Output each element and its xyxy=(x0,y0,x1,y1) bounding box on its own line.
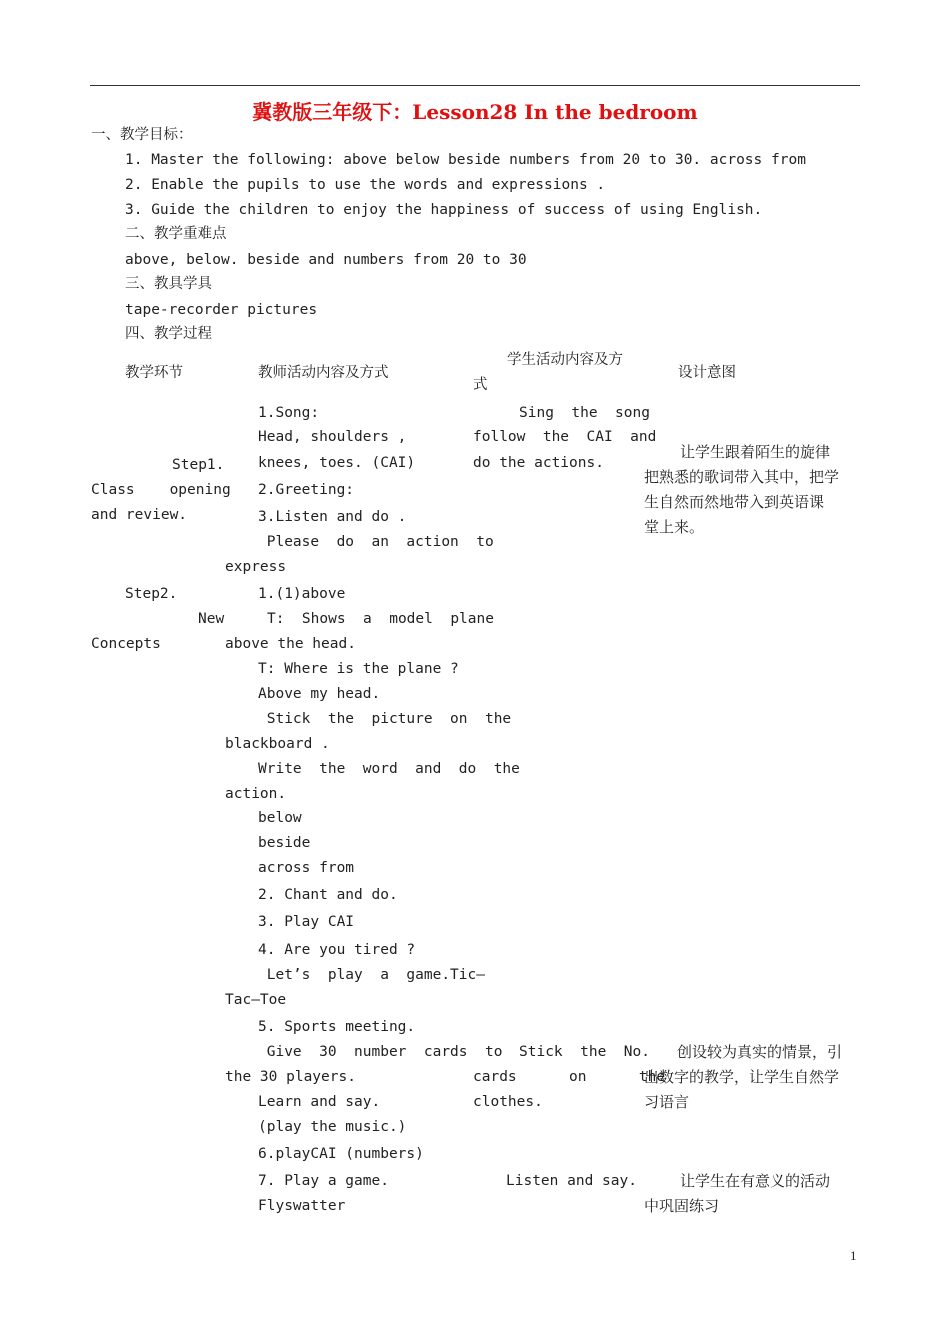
step2-teacher-line: above the head. xyxy=(225,636,356,652)
step2-design-line: 让学生在有意义的活动 xyxy=(680,1172,831,1190)
step2-teacher-line: T: Shows a model plane xyxy=(267,611,494,627)
step2-teacher-line: 1.(1)above xyxy=(258,586,346,602)
step1-design-line: 堂上来。 xyxy=(644,518,705,536)
step2-teacher-line: across from xyxy=(258,860,355,876)
key-points-text: above, below. beside and numbers from 20 to 30 xyxy=(125,252,527,268)
step2-teacher-line: Flyswatter xyxy=(258,1198,346,1214)
step2-label: Step2. xyxy=(125,586,178,602)
step1-design-line: 让学生跟着陌生的旋律 xyxy=(680,443,831,461)
objectives-heading: 一、教学目标： xyxy=(91,127,193,143)
step1-teacher-line: Please do an action to xyxy=(258,534,494,550)
step1-teacher-line: 3.Listen and do . xyxy=(258,509,407,525)
step1-design-line: 生自然而然地带入到英语课 xyxy=(644,493,825,511)
step2-teacher-line: Above my head. xyxy=(258,686,381,702)
step2-label: Concepts xyxy=(91,636,161,652)
step1-student-line: do the actions. xyxy=(473,455,604,471)
step2-teacher-line: Let’s play a game.Tic— xyxy=(258,967,485,983)
step1-design-line: 把熟悉的歌词带入其中，把学 xyxy=(644,468,840,486)
objective-item: 3. Guide the children to enjoy the happiness of success of using English. xyxy=(125,202,763,218)
step2-teacher-line: 3. Play CAI xyxy=(258,914,355,930)
step2-teacher-line: Write the word and do the xyxy=(258,761,520,777)
step2-label: New xyxy=(198,611,225,627)
header-teacher: 教师活动内容及方式 xyxy=(258,365,389,381)
step2-teacher-line: Learn and say. xyxy=(258,1094,381,1110)
header-design: 设计意图 xyxy=(678,365,736,381)
step2-teacher-line: beside xyxy=(258,835,311,851)
step2-teacher-line: 6.playCAI (numbers) xyxy=(258,1146,424,1162)
objective-item: 2. Enable the pupils to use the words and expressions . xyxy=(125,177,606,193)
step1-teacher-line: knees, toes. (CAI) xyxy=(258,455,416,471)
step2-teacher-line: Stick the picture on the xyxy=(258,711,512,727)
step2-design-line: 出数字的教学，让学生自然学 xyxy=(644,1068,840,1086)
step1-teacher-line: 2.Greeting: xyxy=(258,482,355,498)
step1-student-line: Sing the song xyxy=(519,405,650,421)
step2-design-line: 创设较为真实的情景，引 xyxy=(677,1043,843,1061)
step2-teacher-line: Give 30 number cards to xyxy=(258,1044,503,1060)
step1-student-line: follow the CAI and xyxy=(473,429,657,445)
page-number: 1 xyxy=(850,1248,857,1263)
step1-teacher-line: 1.Song: xyxy=(258,405,320,421)
step2-student-line: cards on the xyxy=(473,1069,666,1085)
step2-teacher-line: (play the music.) xyxy=(258,1119,407,1135)
aids-text: tape-recorder pictures xyxy=(125,302,318,318)
step1-teacher-line: Head, shoulders , xyxy=(258,429,407,445)
step2-teacher-line: the 30 players. xyxy=(225,1069,356,1085)
header-step: 教学环节 xyxy=(125,365,183,381)
step1-label: and review. xyxy=(91,507,188,523)
objective-item: 1. Master the following: above below beside numbers from 20 to 30. across from xyxy=(125,152,806,168)
step2-design-line: 中巩固练习 xyxy=(644,1197,720,1215)
step2-design-line: 习语言 xyxy=(644,1093,690,1111)
step2-student-line: Listen and say. xyxy=(506,1173,637,1189)
step2-teacher-line: below xyxy=(258,810,302,826)
header-student: 学生活动内容及方 xyxy=(507,352,623,368)
step1-label: Step1. xyxy=(172,457,225,473)
step2-teacher-line: 2. Chant and do. xyxy=(258,887,398,903)
step2-teacher-line: T: Where is the plane ? xyxy=(258,661,459,677)
step2-student-line: clothes. xyxy=(473,1094,543,1110)
step2-teacher-line: action. xyxy=(225,786,287,802)
process-heading: 四、教学过程 xyxy=(125,326,212,342)
step2-teacher-line: Tac—Toe xyxy=(225,992,287,1008)
aids-heading: 三、教具学具 xyxy=(125,276,212,292)
step1-label: Class opening xyxy=(91,482,231,498)
step2-teacher-line: 7. Play a game. xyxy=(258,1173,389,1189)
step2-teacher-line: blackboard . xyxy=(225,736,330,752)
page-title: 冀教版三年级下：Lesson28 In the bedroom xyxy=(252,100,698,124)
key-points-heading: 二、教学重难点 xyxy=(125,226,227,242)
header-student-cont: 式 xyxy=(473,377,488,393)
step2-student-line: Stick the No. xyxy=(519,1044,650,1060)
step2-teacher-line: 5. Sports meeting. xyxy=(258,1019,416,1035)
step2-teacher-line: 4. Are you tired ? xyxy=(258,942,416,958)
header-rule xyxy=(90,85,860,86)
step1-teacher-line: express xyxy=(225,559,287,575)
